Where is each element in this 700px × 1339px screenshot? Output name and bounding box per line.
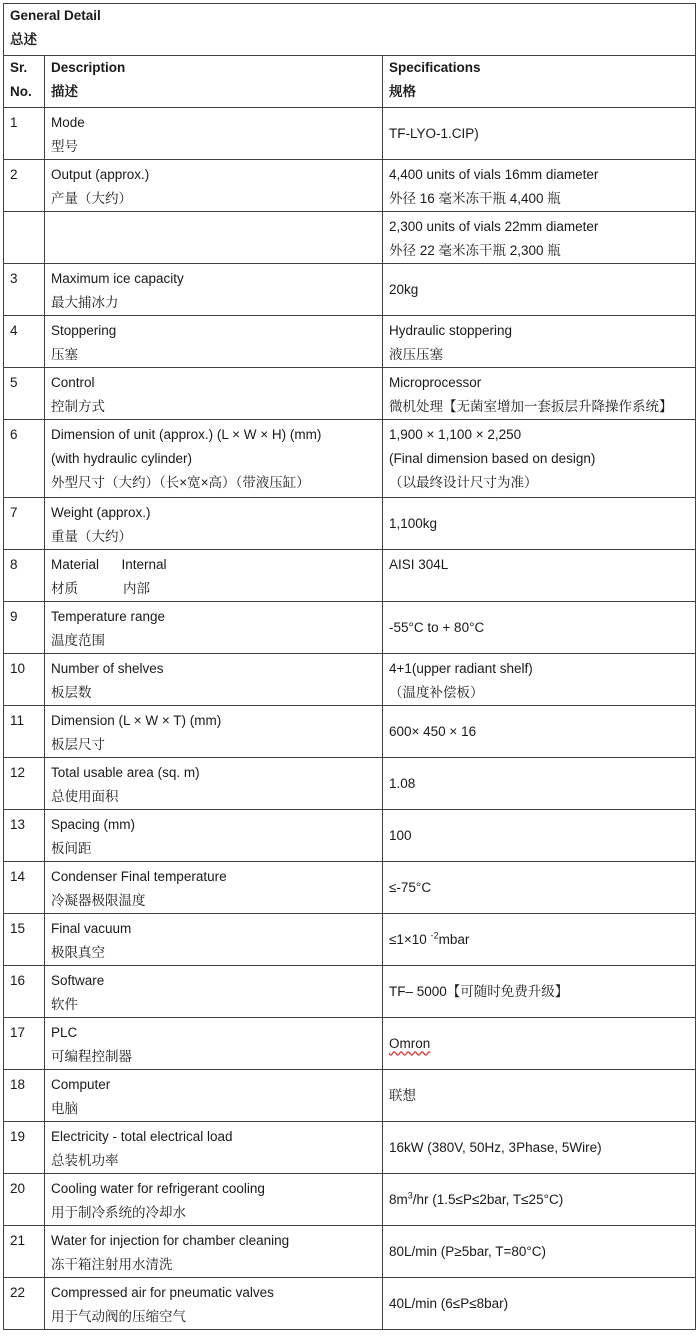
row-specification bbox=[383, 758, 696, 810]
description-en: Control bbox=[51, 375, 95, 390]
spec-value bbox=[389, 1032, 689, 1056]
row-description bbox=[45, 914, 383, 966]
description-cn: 板间距 bbox=[51, 841, 92, 856]
description-en: Condenser Final temperature bbox=[51, 869, 227, 884]
description-en: Software bbox=[51, 973, 105, 988]
table-row bbox=[4, 1278, 696, 1330]
row-specification bbox=[383, 316, 696, 368]
table-row bbox=[4, 108, 696, 160]
row-description bbox=[45, 264, 383, 316]
row-number: 7 bbox=[4, 498, 45, 550]
row-specification bbox=[383, 1174, 696, 1226]
table-row bbox=[4, 160, 696, 212]
row-description bbox=[45, 160, 383, 212]
row-description bbox=[45, 602, 383, 654]
row-description bbox=[45, 862, 383, 914]
row-description bbox=[45, 1070, 383, 1122]
table-row bbox=[4, 212, 696, 264]
row-specification bbox=[383, 914, 696, 966]
description-en: Cooling water for refrigerant cooling bbox=[51, 1181, 265, 1196]
table-row bbox=[4, 1174, 696, 1226]
description-cn: 极限真空 bbox=[51, 945, 105, 960]
row-specification bbox=[383, 420, 696, 498]
row-number: 1 bbox=[4, 108, 45, 160]
row-description bbox=[45, 108, 383, 160]
row-number: 20 bbox=[4, 1174, 45, 1226]
table-row bbox=[4, 758, 696, 810]
header-specifications: Specifications 规格 bbox=[383, 56, 696, 108]
table-row bbox=[4, 316, 696, 368]
description-cn: 产量（大约） bbox=[51, 191, 132, 206]
description-en: Material Internal bbox=[51, 557, 167, 572]
description-cn: 型号 bbox=[51, 139, 78, 154]
spec-value: Hydraulic stoppering bbox=[389, 323, 513, 338]
description-cn: 温度范围 bbox=[51, 633, 105, 648]
description-cn: 冻干箱注射用水清洗 bbox=[51, 1257, 173, 1272]
row-description bbox=[45, 316, 383, 368]
description-cn: 软件 bbox=[51, 997, 78, 1012]
spec-value: 80L/min (P≥5bar, T=80°C) bbox=[389, 1243, 547, 1259]
row-description bbox=[45, 1226, 383, 1278]
row-specification bbox=[383, 1226, 696, 1278]
general-detail-table bbox=[3, 3, 696, 1330]
description-cn: 控制方式 bbox=[51, 399, 105, 414]
row-number: 14 bbox=[4, 862, 45, 914]
spec-value: 液压压塞 bbox=[389, 347, 443, 362]
table-row bbox=[4, 706, 696, 758]
spec-value: 2,300 units of vials 22mm diameter bbox=[389, 219, 599, 234]
section-title-en: General Detail bbox=[10, 8, 101, 23]
description-cn: 用于气动阀的压缩空气 bbox=[51, 1309, 186, 1324]
spec-value: 40L/min (6≤P≤8bar) bbox=[389, 1295, 509, 1311]
row-number: 16 bbox=[4, 966, 45, 1018]
table-row bbox=[4, 368, 696, 420]
spec-value: ≤1×10 $^{-2}$mbar bbox=[389, 930, 470, 947]
row-number: 13 bbox=[4, 810, 45, 862]
row-number: 5 bbox=[4, 368, 45, 420]
spec-value: 4+1(upper radiant shelf) bbox=[389, 661, 533, 676]
description-cn: 板层数 bbox=[51, 685, 92, 700]
description-cn: 电脑 bbox=[51, 1101, 78, 1116]
section-title-cn: 总述 bbox=[10, 32, 37, 47]
spec-value: 联想 bbox=[389, 1087, 416, 1103]
row-specification bbox=[383, 810, 696, 862]
description-cn: 最大捕冰力 bbox=[51, 295, 119, 310]
row-specification bbox=[383, 1070, 696, 1122]
description-en: Maximum ice capacity bbox=[51, 271, 184, 286]
section-title-row bbox=[4, 4, 696, 56]
spec-value: TF– 5000【可随时免费升级】 bbox=[389, 983, 569, 999]
row-specification bbox=[383, 706, 696, 758]
row-description bbox=[45, 654, 383, 706]
row-specification bbox=[383, 966, 696, 1018]
row-number: 9 bbox=[4, 602, 45, 654]
spec-value: 16kW (380V, 50Hz, 3Phase, 5Wire) bbox=[389, 1139, 602, 1155]
row-specification bbox=[383, 368, 696, 420]
table-row bbox=[4, 264, 696, 316]
description-cn: 材质 内部 bbox=[51, 581, 151, 596]
description-en: Electricity - total electrical load bbox=[51, 1129, 233, 1144]
row-description bbox=[45, 368, 383, 420]
table-row bbox=[4, 420, 696, 498]
description-en: Number of shelves bbox=[51, 661, 164, 676]
row-number: 19 bbox=[4, 1122, 45, 1174]
row-description bbox=[45, 212, 383, 264]
description-en: Stoppering bbox=[51, 323, 117, 338]
row-number: 22 bbox=[4, 1278, 45, 1330]
row-number: 6 bbox=[4, 420, 45, 498]
spec-value bbox=[389, 577, 689, 601]
row-specification bbox=[383, 1278, 696, 1330]
spec-value: 4,400 units of vials 16mm diameter bbox=[389, 167, 599, 182]
description-en: Final vacuum bbox=[51, 921, 132, 936]
description-en: Temperature range bbox=[51, 609, 166, 624]
description-en: Mode bbox=[51, 115, 85, 130]
row-description bbox=[45, 1278, 383, 1330]
spec-value: 1,100kg bbox=[389, 515, 438, 531]
row-number bbox=[4, 212, 45, 264]
row-specification bbox=[383, 1018, 696, 1070]
row-description bbox=[45, 498, 383, 550]
description-cn: 冷凝器极限温度 bbox=[51, 893, 146, 908]
description-cn: 重量（大约） bbox=[51, 529, 132, 544]
description-en: Water for injection for chamber cleaning bbox=[51, 1233, 290, 1248]
description-en: Total usable area (sq. m) bbox=[51, 765, 200, 780]
spec-value: -55°C to + 80°C bbox=[389, 619, 485, 635]
row-number: 10 bbox=[4, 654, 45, 706]
row-description bbox=[45, 706, 383, 758]
spec-value: (Final dimension based on design) bbox=[389, 451, 596, 466]
row-description bbox=[45, 966, 383, 1018]
spec-value: 20kg bbox=[389, 281, 419, 297]
row-specification bbox=[383, 160, 696, 212]
description-en: PLC bbox=[51, 1025, 78, 1040]
row-number: 21 bbox=[4, 1226, 45, 1278]
description-cn: 用于制冷系统的冷却水 bbox=[51, 1205, 186, 1220]
row-description bbox=[45, 810, 383, 862]
row-number: 17 bbox=[4, 1018, 45, 1070]
table-row bbox=[4, 1070, 696, 1122]
spec-value: AISI 304L bbox=[389, 557, 449, 572]
spec-value: 100 bbox=[389, 827, 412, 843]
row-specification bbox=[383, 654, 696, 706]
row-number: 12 bbox=[4, 758, 45, 810]
table-row bbox=[4, 862, 696, 914]
row-specification bbox=[383, 264, 696, 316]
table-row bbox=[4, 498, 696, 550]
table-row bbox=[4, 810, 696, 862]
column-header-row bbox=[4, 56, 696, 108]
spec-value: 外径 22 毫米冻干瓶 2,300 瓶 bbox=[389, 243, 561, 258]
description-en: Computer bbox=[51, 1077, 111, 1092]
table-row bbox=[4, 966, 696, 1018]
row-specification bbox=[383, 498, 696, 550]
description-en: Weight (approx.) bbox=[51, 505, 151, 520]
row-number: 15 bbox=[4, 914, 45, 966]
description-en: 外型尺寸（大约）（长×宽×高）（带液压缸） bbox=[51, 475, 310, 490]
row-description bbox=[45, 758, 383, 810]
description-cn: 总使用面积 bbox=[51, 789, 119, 804]
header-sr: Sr. No. bbox=[4, 56, 45, 108]
row-specification bbox=[383, 602, 696, 654]
row-number: 3 bbox=[4, 264, 45, 316]
row-description bbox=[45, 1018, 383, 1070]
spec-value: 1,900 × 1,100 × 2,250 bbox=[389, 427, 522, 442]
description-en: Dimension (L × W × T) (mm) bbox=[51, 713, 222, 728]
spec-exponent: -2 bbox=[430, 930, 439, 940]
row-specification bbox=[383, 212, 696, 264]
spec-superscript: 3 bbox=[407, 1190, 413, 1200]
description-en: Compressed air for pneumatic valves bbox=[51, 1285, 274, 1300]
table-row bbox=[4, 602, 696, 654]
description-en: Spacing (mm) bbox=[51, 817, 136, 832]
spec-value: Microprocessor bbox=[389, 375, 482, 390]
table-row bbox=[4, 1226, 696, 1278]
description-en: Output (approx.) bbox=[51, 167, 150, 182]
spec-value: $8m^3/hr$ (1.5≤P≤2bar, T≤25°C) bbox=[389, 1190, 564, 1207]
row-number: 2 bbox=[4, 160, 45, 212]
spec-sheet bbox=[3, 3, 696, 1330]
row-number: 8 bbox=[4, 550, 45, 602]
spec-value: 外径 16 毫米冻干瓶 4,400 瓶 bbox=[389, 191, 561, 206]
row-number: 18 bbox=[4, 1070, 45, 1122]
description-cn: 总装机功率 bbox=[51, 1153, 119, 1168]
table-row bbox=[4, 1018, 696, 1070]
description-en: Dimension of unit (approx.) (L × W × H) (mm) bbox=[51, 427, 322, 442]
spec-value: TF-LYO-1.CIP) bbox=[389, 125, 479, 141]
header-description: Description 描述 bbox=[45, 56, 383, 108]
row-specification bbox=[383, 108, 696, 160]
spec-value: 600× 450 × 16 bbox=[389, 723, 477, 739]
row-number: 11 bbox=[4, 706, 45, 758]
table-row bbox=[4, 654, 696, 706]
description-cn: 可编程控制器 bbox=[51, 1049, 132, 1064]
row-specification bbox=[383, 1122, 696, 1174]
table-body bbox=[4, 108, 696, 1330]
spec-value: ≤-75°C bbox=[389, 879, 432, 895]
table-row bbox=[4, 550, 696, 602]
description-cn: 压塞 bbox=[51, 347, 78, 362]
spec-value: （温度补偿板） bbox=[389, 685, 484, 700]
table-row bbox=[4, 914, 696, 966]
spec-value: 微机处理【无菌室增加一套扳层升降操作系统】 bbox=[389, 399, 673, 414]
spec-value: （以最终设计尺寸为准） bbox=[389, 475, 538, 490]
spec-value: 1.08 bbox=[389, 775, 416, 791]
description-en: (with hydraulic cylinder) bbox=[51, 451, 193, 466]
row-specification bbox=[383, 862, 696, 914]
row-description bbox=[45, 550, 383, 602]
row-description bbox=[45, 1174, 383, 1226]
spellcheck-underline: Omron bbox=[389, 1035, 431, 1051]
row-specification bbox=[383, 550, 696, 602]
row-description bbox=[45, 420, 383, 498]
description-cn: 板层尺寸 bbox=[51, 737, 105, 752]
row-number: 4 bbox=[4, 316, 45, 368]
row-description bbox=[45, 1122, 383, 1174]
table-row bbox=[4, 1122, 696, 1174]
